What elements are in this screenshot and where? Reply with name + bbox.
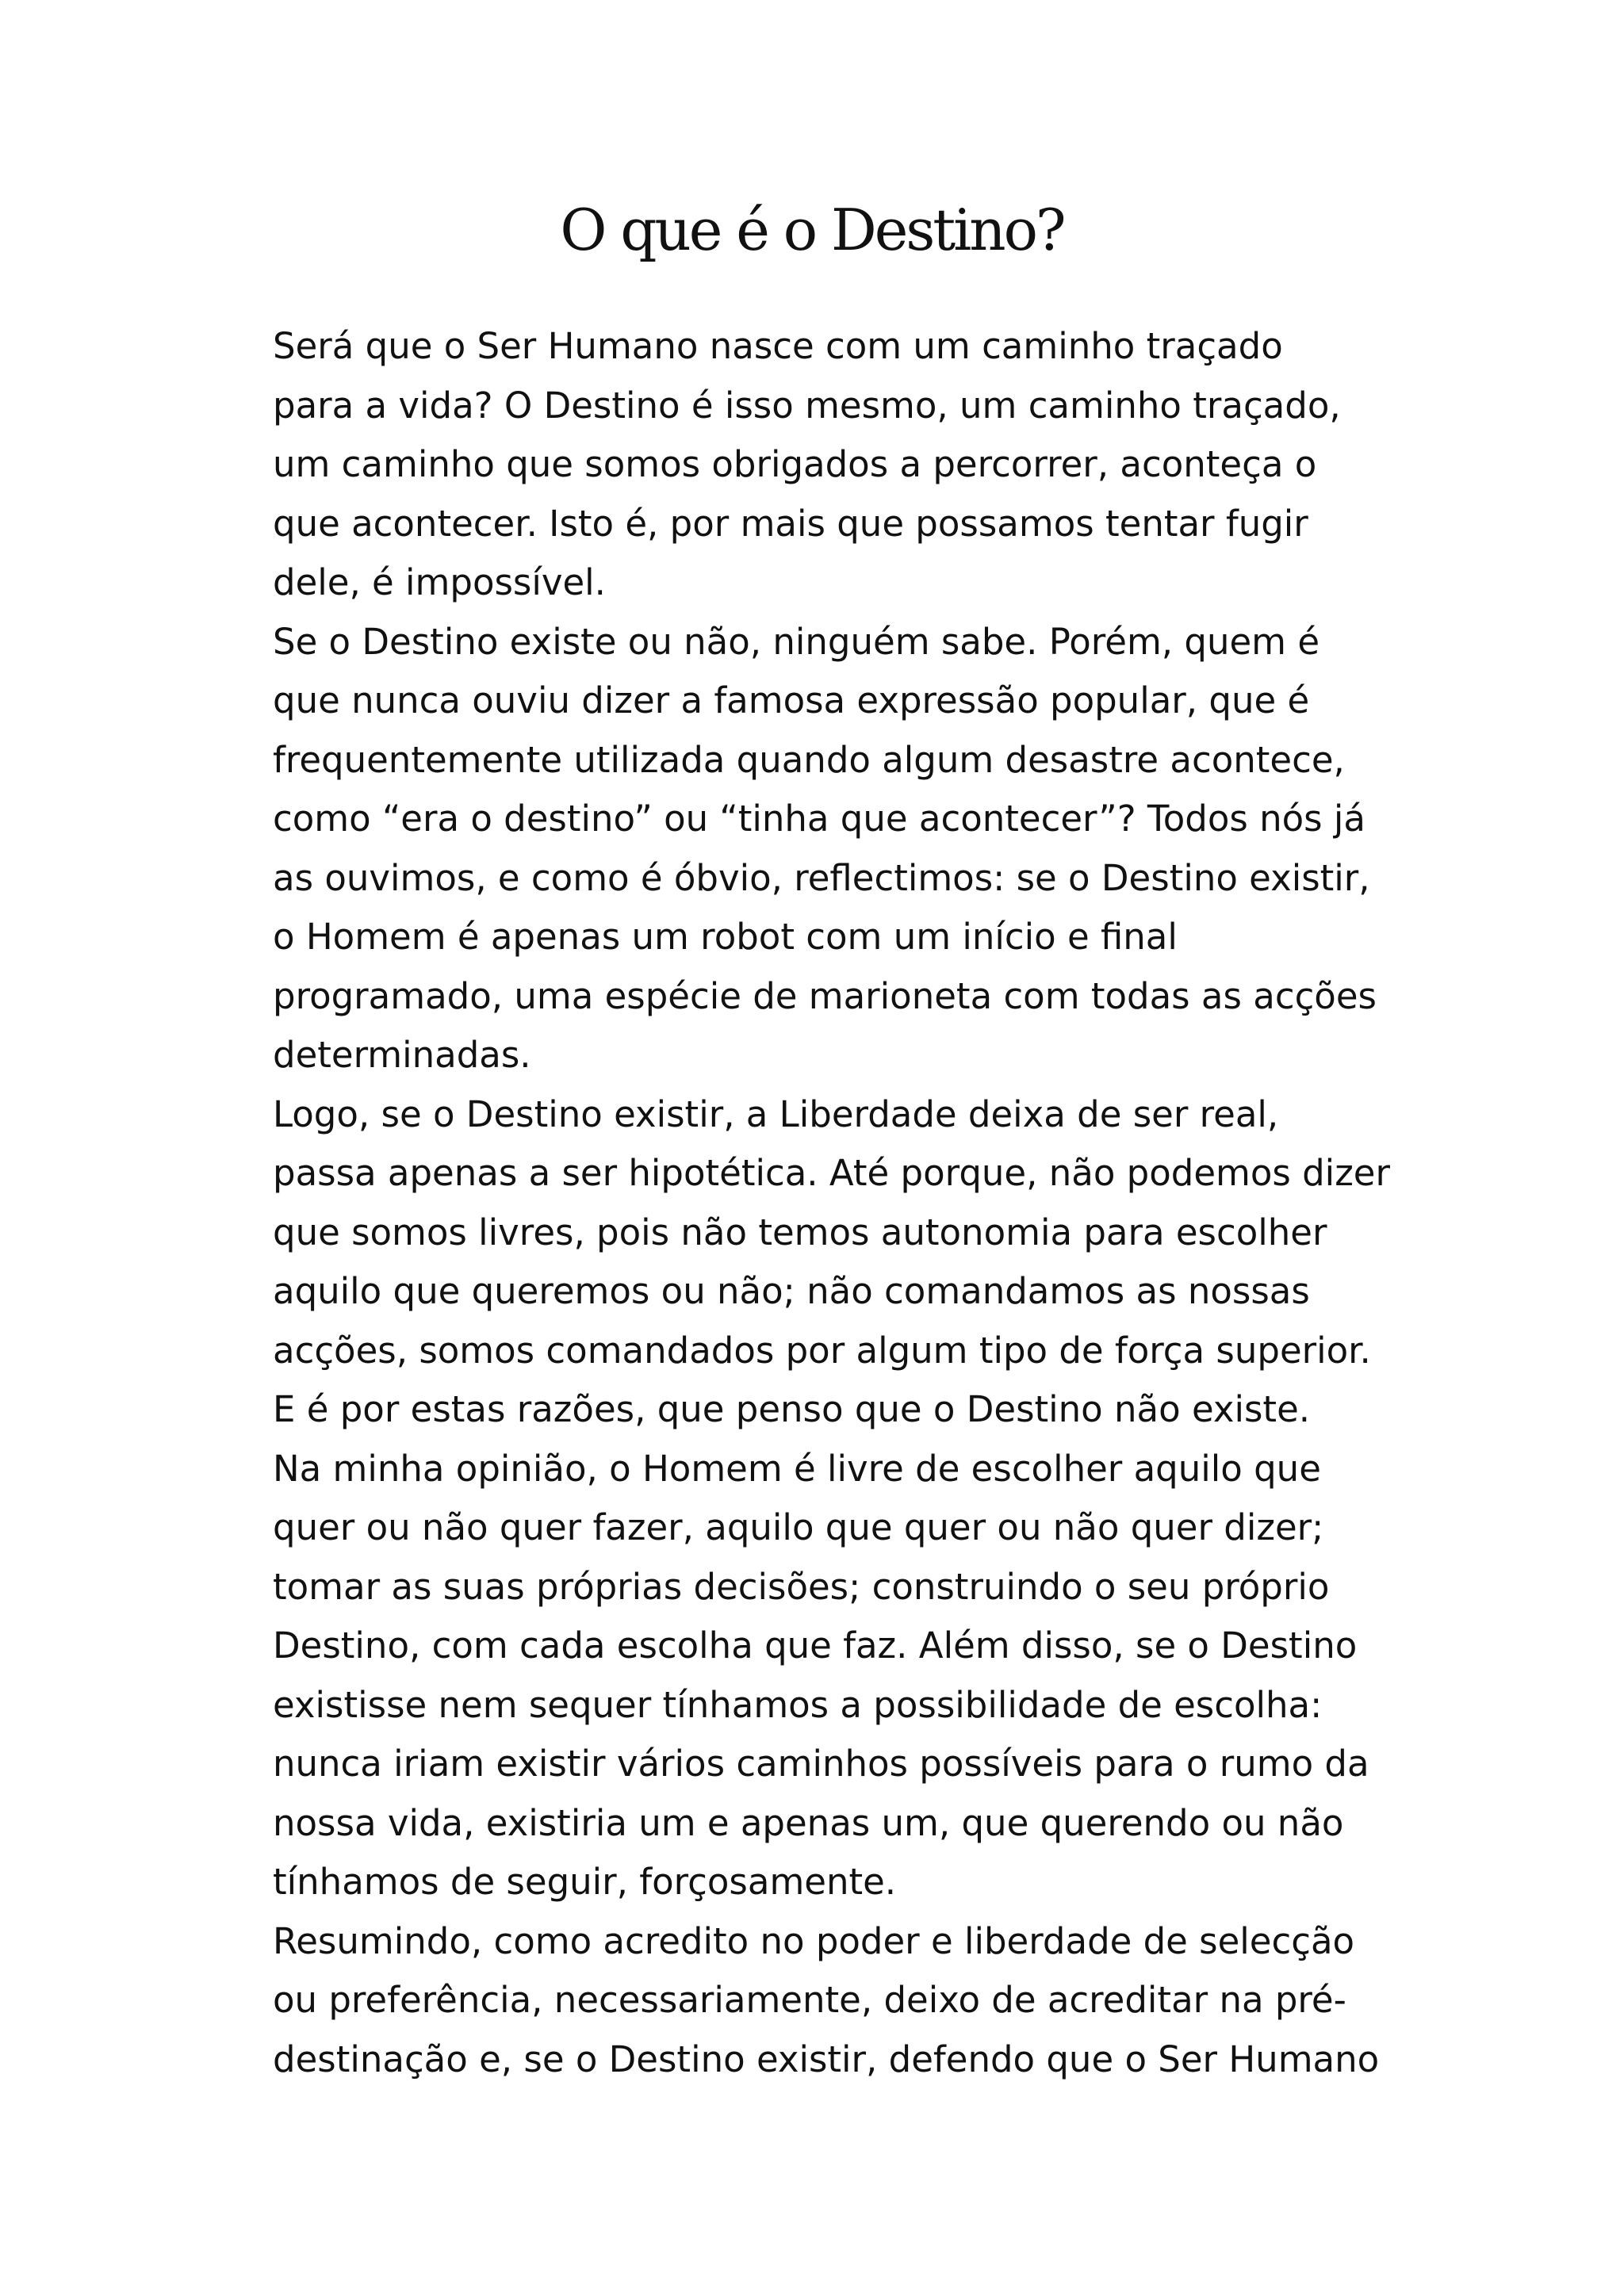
text-line: tomar as suas próprias decisões; construindo o seu próprio	[273, 1565, 1330, 1608]
paragraph-3	[235, 1085, 1424, 1381]
text-line: dele, é impossível.	[273, 561, 606, 603]
text-line: existisse nem sequer tínhamos a possibilidade de escolha:	[273, 1683, 1323, 1726]
text-line: programado, uma espécie de marioneta com todas as acções	[273, 974, 1377, 1017]
text-line: como “era o destino” ou “tinha que acontecer”? Todos nós já	[273, 798, 1365, 840]
text-line: quer ou não quer fazer, aquilo que quer ou não quer dizer;	[273, 1506, 1324, 1548]
text-line: o Homem é apenas um robot com um início e final	[273, 916, 1178, 958]
text-line: Logo, se o Destino existir, a Liberdade deixa de ser real,	[273, 1093, 1279, 1135]
text-line: que acontecer. Isto é, por mais que possamos tentar fugir	[273, 502, 1308, 545]
text-line: tínhamos de seguir, forçosamente.	[273, 1861, 897, 1903]
text-line: acções, somos comandados por algum tipo de força superior.	[273, 1329, 1371, 1372]
text-line: um caminho que somos obrigados a percorrer, aconteça o	[273, 443, 1317, 485]
paragraph-1	[235, 317, 1424, 613]
text-line: aquilo que queremos ou não; não comandamos as nossas	[273, 1270, 1310, 1312]
text-line: Será que o Ser Humano nasce com um caminho traçado	[273, 325, 1283, 367]
text-line: para a vida? O Destino é isso mesmo, um caminho traçado,	[273, 384, 1341, 427]
text-line: as ouvimos, e como é óbvio, reflectimos: se o Destino existir,	[273, 856, 1370, 899]
paragraph-5	[235, 1912, 1424, 2090]
text-line: que nunca ouviu dizer a famosa expressão popular, que é	[273, 679, 1310, 721]
text-line: nunca iriam existir vários caminhos possíveis para o rumo da	[273, 1743, 1369, 1785]
document-body	[235, 317, 1424, 2089]
text-line: Resumindo, como acredito no poder e liberdade de selecção	[273, 1919, 1355, 1962]
paragraph-2	[235, 613, 1424, 1085]
text-line: destinação e, se o Destino existir, defendo que o Ser Humano	[273, 2038, 1380, 2080]
paragraph-4	[235, 1380, 1424, 1912]
text-line: determinadas.	[273, 1034, 531, 1076]
text-line: E é por estas razões, que penso que o Destino não existe.	[273, 1388, 1311, 1430]
text-line: nossa vida, existiria um e apenas um, que querendo ou não	[273, 1801, 1344, 1844]
text-line: frequentemente utilizada quando algum desastre acontece,	[273, 738, 1345, 781]
text-line: passa apenas a ser hipotética. Até porque, não podemos dizer	[273, 1152, 1390, 1194]
text-line: ou preferência, necessariamente, deixo de acreditar na pré-	[273, 1979, 1346, 2021]
page-title: O que é o Destino?	[560, 197, 1064, 263]
text-line: Se o Destino existe ou não, ninguém sabe. Porém, quem é	[273, 620, 1320, 663]
text-line: Destino, com cada escolha que faz. Além disso, se o Destino	[273, 1624, 1358, 1667]
text-line: Na minha opinião, o Homem é livre de escolher aquilo que	[273, 1447, 1321, 1490]
text-line: que somos livres, pois não temos autonomia para escolher	[273, 1211, 1327, 1253]
